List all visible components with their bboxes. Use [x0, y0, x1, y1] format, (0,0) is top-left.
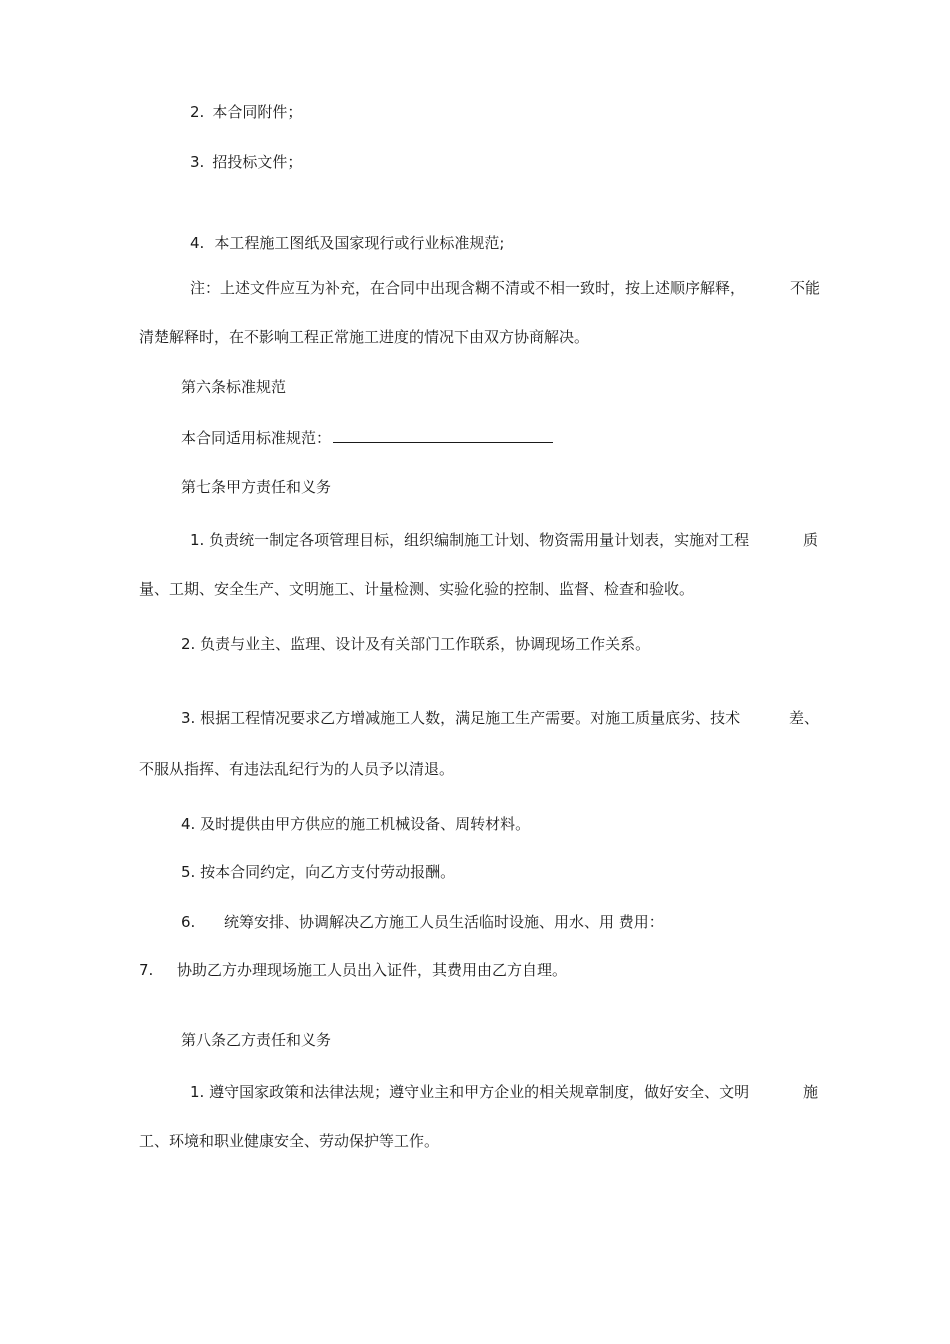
art7-item-6-number: 6. [181, 913, 196, 931]
item-number: 3. [190, 153, 205, 171]
note-line-1: 注：上述文件应互为补充，在合同中出现含糊不清或不相一致时，按上述顺序解释， [190, 279, 746, 297]
standard-spec-blank [333, 427, 553, 443]
note-line-2: 清楚解释时，在不影响工程正常施工进度的情况下由双方协商解决。 [139, 328, 590, 346]
art7-item-4: 4. 及时提供由甲方供应的施工机械设备、周转材料。 [181, 815, 531, 833]
item-text: 招投标文件； [212, 153, 303, 171]
art7-item-2: 2. 负责与业主、监理、设计及有关部门工作联系，协调现场工作关系。 [181, 635, 651, 653]
art7-item-3-line-1: 3. 根据工程情况要求乙方增减施工人数，满足施工生产需要。对施工质量底劣、技术 [181, 709, 741, 727]
article-6-title: 第六条标准规范 [181, 378, 287, 396]
standard-spec-label: 本合同适用标准规范： [181, 429, 332, 447]
article-8-title: 第八条乙方责任和义务 [181, 1031, 332, 1049]
art7-item-7-text: 协助乙方办理现场施工人员出入证件，其费用由乙方自理。 [177, 961, 568, 979]
list-item-drawings-standards [190, 233, 504, 253]
item-text: 本工程施工图纸及国家现行或行业标准规范; [214, 234, 505, 252]
art7-item-6-text: 统筹安排、协调解决乙方施工人员生活临时设施、用水、用 费用： [224, 913, 664, 931]
art8-item-1-line-1: 1. 遵守国家政策和法律法规；遵守业主和甲方企业的相关规章制度，做好安全、文明 [190, 1083, 750, 1101]
art7-item-7-number: 7. [139, 961, 154, 979]
art7-item-3-line-1-end: 差、 [789, 709, 820, 727]
list-item-bid-documents [190, 152, 302, 172]
art7-item-3-line-2: 不服从指挥、有违法乱纪行为的人员予以清退。 [139, 760, 455, 778]
item-number: 4. [190, 234, 205, 252]
art8-item-1-line-1-end: 施 [803, 1083, 819, 1101]
art8-item-1-line-2: 工、环境和职业健康安全、劳动保护等工作。 [139, 1132, 440, 1150]
item-number: 2. [190, 103, 205, 121]
art7-item-1-line-1: 1. 负责统一制定各项管理目标，组织编制施工计划、物资需用量计划表，实施对工程 [190, 531, 750, 549]
art7-item-1-line-1-end: 质 [803, 531, 819, 549]
art7-item-1-line-2: 量、工期、安全生产、文明施工、计量检测、实验化验的控制、监督、检查和验收。 [139, 580, 695, 598]
item-text: 本合同附件； [212, 103, 303, 121]
art7-item-5: 5. 按本合同约定，向乙方支付劳动报酬。 [181, 863, 456, 881]
note-line-1-end: 不能 [790, 279, 821, 297]
standard-spec-line [181, 427, 553, 448]
article-7-title: 第七条甲方责任和义务 [181, 478, 332, 496]
list-item-attachments [190, 102, 302, 122]
